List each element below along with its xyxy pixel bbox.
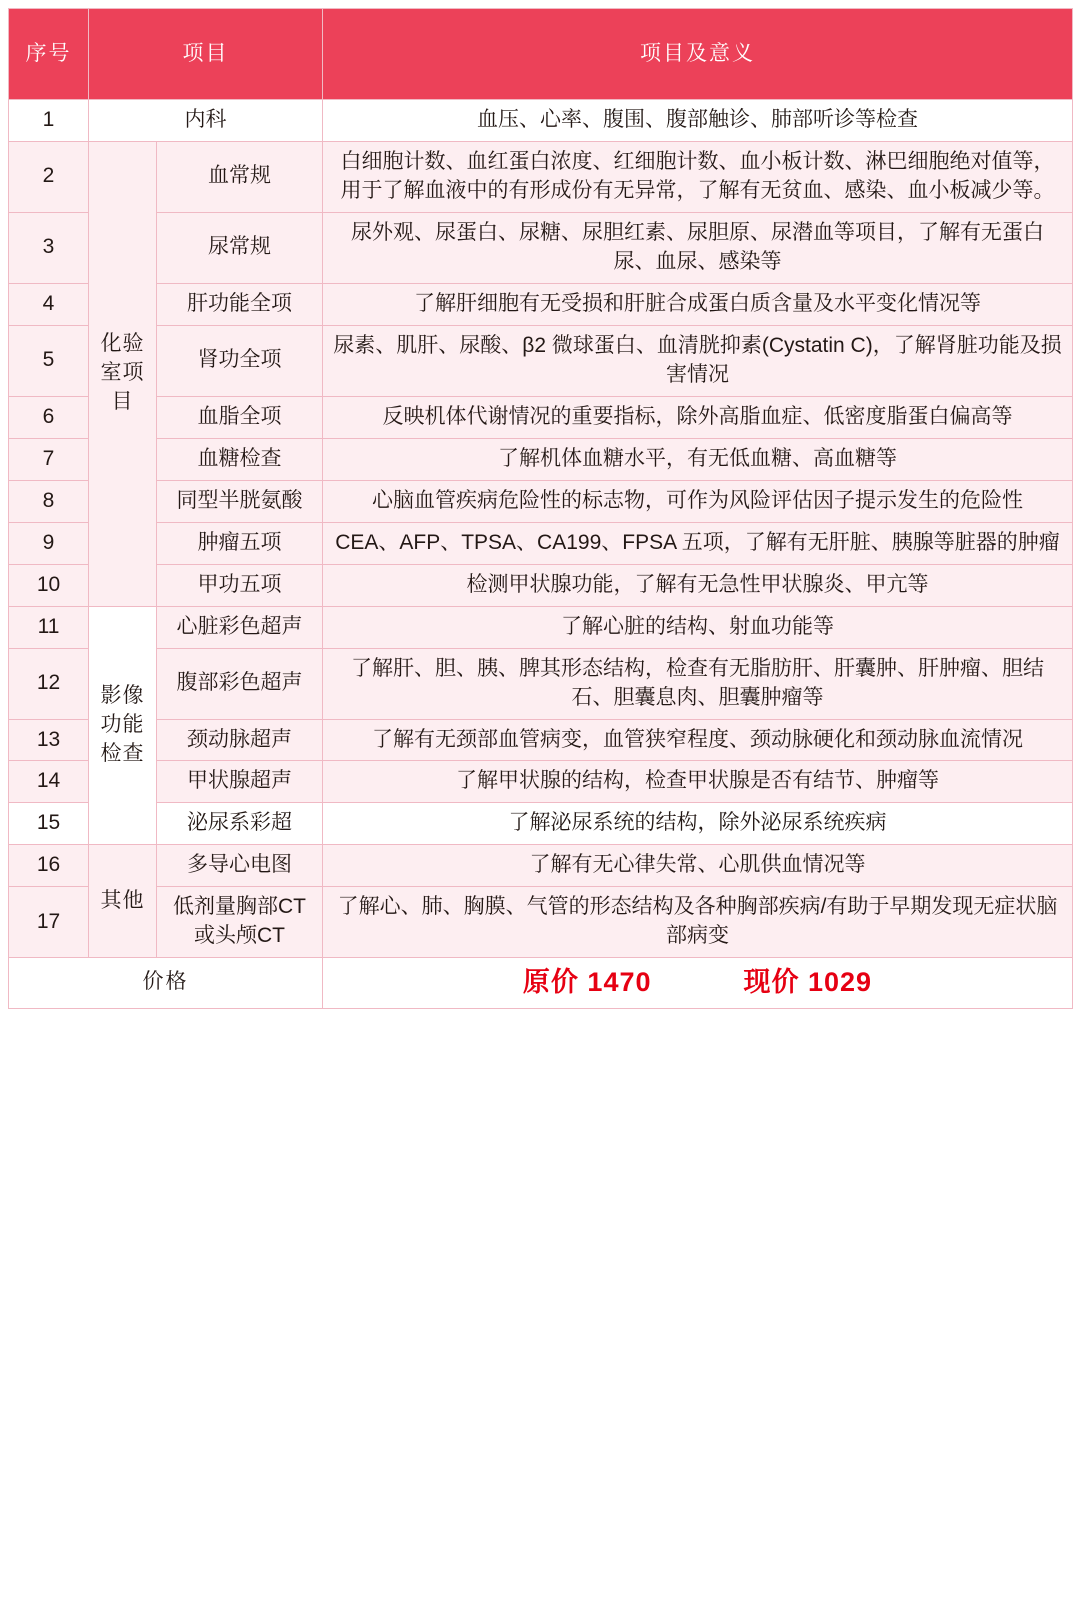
table-row — [9, 803, 1073, 845]
row-desc: 了解泌尿系统的结构，除外泌尿系统疾病 — [323, 803, 1073, 845]
row-item: 血糖检查 — [157, 438, 323, 480]
row-item: 心脏彩色超声 — [157, 606, 323, 648]
table-row — [9, 522, 1073, 564]
row-no: 11 — [9, 606, 89, 648]
row-desc: 了解有无心律失常、心肌供血情况等 — [323, 845, 1073, 887]
row-item: 血脂全项 — [157, 396, 323, 438]
row-no: 14 — [9, 761, 89, 803]
row-desc: 了解机体血糖水平，有无低血糖、高血糖等 — [323, 438, 1073, 480]
row-item: 泌尿系彩超 — [157, 803, 323, 845]
table-row — [9, 212, 1073, 283]
row-item: 同型半胱氨酸 — [157, 480, 323, 522]
row-desc: 了解甲状腺的结构，检查甲状腺是否有结节、肿瘤等 — [323, 761, 1073, 803]
group-label-other: 其他 — [89, 845, 157, 958]
row-no: 10 — [9, 564, 89, 606]
group-label-lab: 化验室项目 — [89, 141, 157, 606]
group-label-imaging: 影像功能检查 — [89, 606, 157, 845]
price-row — [9, 958, 1073, 1008]
row-no: 3 — [9, 212, 89, 283]
row-no: 7 — [9, 438, 89, 480]
original-price: 原价 1470 — [522, 967, 652, 998]
row-item: 肿瘤五项 — [157, 522, 323, 564]
header-item: 项目 — [89, 9, 323, 100]
row-desc: 白细胞计数、血红蛋白浓度、红细胞计数、血小板计数、淋巴细胞绝对值等，用于了解血液中的有形成份有无异常，了解有无贫血、感染、血小板减少等。 — [323, 141, 1073, 212]
row-item: 多导心电图 — [157, 845, 323, 887]
row-no: 2 — [9, 141, 89, 212]
row-no: 16 — [9, 845, 89, 887]
row-desc: 尿素、肌肝、尿酸、β2 微球蛋白、血清胱抑素(Cystatin C)，了解肾脏功能及损害情况 — [323, 325, 1073, 396]
table-row — [9, 396, 1073, 438]
row-desc: 检测甲状腺功能，了解有无急性甲状腺炎、甲亢等 — [323, 564, 1073, 606]
table-row — [9, 564, 1073, 606]
row-desc: 尿外观、尿蛋白、尿糖、尿胆红素、尿胆原、尿潜血等项目，了解有无蛋白尿、血尿、感染等 — [323, 212, 1073, 283]
row-item: 尿常规 — [157, 212, 323, 283]
row-no: 4 — [9, 283, 89, 325]
row-item: 内科 — [89, 100, 323, 142]
header-no: 序号 — [9, 9, 89, 100]
table-row — [9, 141, 1073, 212]
row-desc: CEA、AFP、TPSA、CA199、FPSA 五项，了解有无肝脏、胰腺等脏器的肿瘤 — [323, 522, 1073, 564]
row-desc: 了解心脏的结构、射血功能等 — [323, 606, 1073, 648]
row-no: 13 — [9, 719, 89, 761]
table-row — [9, 887, 1073, 958]
row-no: 12 — [9, 648, 89, 719]
table-header-row — [9, 9, 1073, 100]
price-values — [323, 958, 1073, 1008]
table-row — [9, 761, 1073, 803]
row-item: 肾功全项 — [157, 325, 323, 396]
table-row — [9, 438, 1073, 480]
row-item: 甲状腺超声 — [157, 761, 323, 803]
row-item: 甲功五项 — [157, 564, 323, 606]
price-label: 价格 — [9, 958, 323, 1008]
row-no: 5 — [9, 325, 89, 396]
row-item: 血常规 — [157, 141, 323, 212]
table-row — [9, 606, 1073, 648]
row-item: 低剂量胸部CT 或头颅CT — [157, 887, 323, 958]
row-desc: 了解肝、胆、胰、脾其形态结构，检查有无脂肪肝、肝囊肿、肝肿瘤、胆结石、胆囊息肉、胆囊肿瘤等 — [323, 648, 1073, 719]
row-desc: 了解心、肺、胸膜、气管的形态结构及各种胸部疾病/有助于早期发现无症状脑部病变 — [323, 887, 1073, 958]
header-desc: 项目及意义 — [323, 9, 1073, 100]
row-desc: 了解有无颈部血管病变，血管狭窄程度、颈动脉硬化和颈动脉血流情况 — [323, 719, 1073, 761]
row-desc: 反映机体代谢情况的重要指标，除外高脂血症、低密度脂蛋白偏高等 — [323, 396, 1073, 438]
row-desc: 心脑血管疾病危险性的标志物，可作为风险评估因子提示发生的危险性 — [323, 480, 1073, 522]
current-price: 现价 1029 — [743, 967, 873, 998]
table-row — [9, 480, 1073, 522]
table-row — [9, 100, 1073, 142]
table-row — [9, 845, 1073, 887]
row-no: 1 — [9, 100, 89, 142]
row-item: 腹部彩色超声 — [157, 648, 323, 719]
row-no: 15 — [9, 803, 89, 845]
table-row — [9, 719, 1073, 761]
row-no: 6 — [9, 396, 89, 438]
row-desc: 了解肝细胞有无受损和肝脏合成蛋白质含量及水平变化情况等 — [323, 283, 1073, 325]
table-row — [9, 648, 1073, 719]
exam-items-table — [8, 8, 1073, 1009]
table-row — [9, 283, 1073, 325]
row-no: 9 — [9, 522, 89, 564]
row-no: 8 — [9, 480, 89, 522]
row-no: 17 — [9, 887, 89, 958]
row-desc: 血压、心率、腹围、腹部触诊、肺部听诊等检查 — [323, 100, 1073, 142]
row-item: 肝功能全项 — [157, 283, 323, 325]
table-row — [9, 325, 1073, 396]
row-item: 颈动脉超声 — [157, 719, 323, 761]
